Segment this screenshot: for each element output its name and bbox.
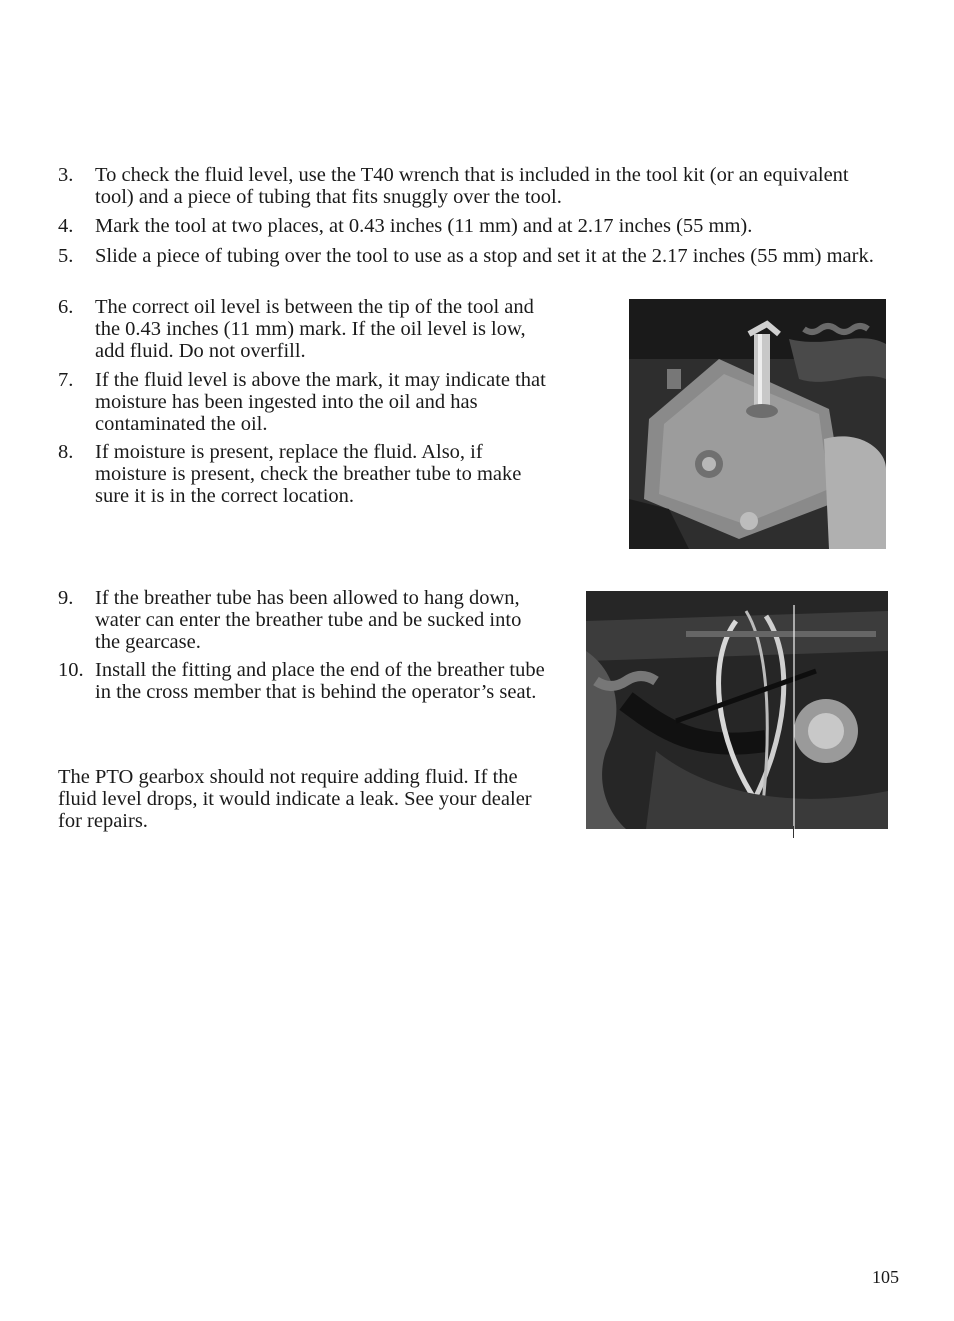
gearbox-tool-photo <box>629 299 886 549</box>
step-number: 9. <box>58 587 74 609</box>
step-text: The correct oil level is between the tip of the tool and the 0.43 inches (11 mm) mark. If the oil level is low, add fluid. Do not overfill. <box>95 296 534 362</box>
step-number: 3. <box>58 164 74 186</box>
step-number: 7. <box>58 369 74 391</box>
step-text: Install the fitting and place the end of the breather tube in the cross member that is behind the operator’s seat. <box>95 659 545 703</box>
step-number: 4. <box>58 215 74 237</box>
gearbox-tool-illustration <box>629 299 886 549</box>
breather-tube-photo <box>586 591 888 829</box>
pto-gearbox-note: The PTO gearbox should not require adding fluid. If the fluid level drops, it would indicate a leak. See your dealer for repairs. <box>58 766 532 832</box>
step-number: 5. <box>58 245 74 267</box>
step-text: Mark the tool at two places, at 0.43 inches (11 mm) and at 2.17 inches (55 mm). <box>95 215 753 237</box>
step-number: 10. <box>58 659 84 681</box>
step-text: Slide a piece of tubing over the tool to use as a stop and set it at the 2.17 inches (55 mm) mark. <box>95 245 874 267</box>
step-text: If the fluid level is above the mark, it may indicate that moisture has been ingested into the oil and has contaminated the oil. <box>95 369 546 435</box>
step-text: To check the fluid level, use the T40 wrench that is included in the tool kit (or an equivalent tool) and a piece of tubing that fits snuggly over the tool. <box>95 164 849 208</box>
callout-line <box>793 826 794 838</box>
step-number: 8. <box>58 441 74 463</box>
step-text: If moisture is present, replace the fluid. Also, if moisture is present, check the breather tube to make sure it is in the correct location. <box>95 441 522 507</box>
breather-tube-illustration <box>586 591 888 829</box>
step-number: 6. <box>58 296 74 318</box>
step-text: If the breather tube has been allowed to hang down, water can enter the breather tube and be sucked into the gearcase. <box>95 587 522 653</box>
page-number: 105 <box>872 1267 899 1287</box>
